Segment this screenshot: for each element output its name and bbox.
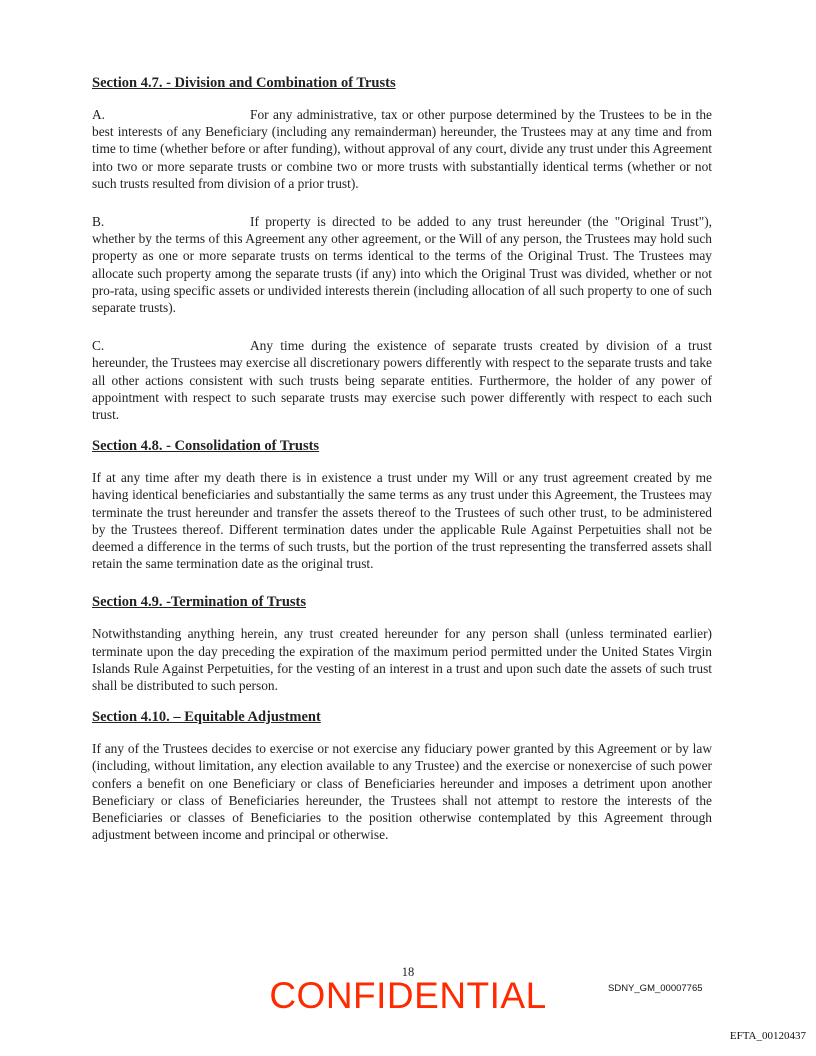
paragraph-4-7-b	[92, 213, 712, 316]
page-number: 18	[401, 965, 415, 979]
paragraph-label: A.	[92, 107, 106, 122]
section-heading-4-10: Section 4.10. – Equitable Adjustment	[92, 709, 321, 726]
paragraph-4-9: Notwithstanding anything herein, any trust created hereunder for any person shall (unless terminated earlier) terminate upon the day preceding the expiration of the maximum period permitted under the United States Virgin Islands Rule Against Perpetuities, for the vesting of an interest in a trust and upon such date the assets of such trust shall be distributed to such person.	[92, 626, 712, 694]
paragraph-4-7-c	[92, 337, 712, 423]
section-heading-4-8: Section 4.8. - Consolidation of Trusts	[92, 438, 320, 455]
paragraph-4-10: If any of the Trustees decides to exercise or not exercise any fiduciary power granted by this Agreement or by law (including, without limitation, any election available to any Trustee) and the exercise or nonexercise of such power confers a benefit on one Beneficiary or class of Beneficiaries hereunder and imposes a detriment upon another Beneficiary or class of Beneficiaries hereunder, the Trustees shall not attempt to restore the interests of the Beneficiaries or classes of Beneficiaries to the position otherwise contemplated by this Agreement through adjustment between income and principal or otherwise.	[92, 741, 712, 843]
section-heading-4-7: Section 4.7. - Division and Combination of Trusts	[92, 75, 396, 91]
bates-number: SDNY_GM_00007765	[608, 983, 703, 994]
paragraph-4-7-a	[92, 106, 712, 192]
paragraph-4-8: If at any time after my death there is in existence a trust under my Will or any trust agreement created by me having identical beneficiaries and substantially the same terms as any trust under this Agreement, the Trustees may terminate the trust hereunder and transfer the assets thereof to the Trustees of such other trust, to be administered by the Trustees thereof. Different termination dates under the applicable Rule Against Perpetuities shall not be deemed a difference in the terms of such trusts, but the portion of the trust representing the transferred assets shall retain the same termination date as the original trust.	[92, 470, 712, 572]
paragraph-text: If property is directed to be added to any trust hereunder (the "Original Trust"), whether by the terms of this Agreement any other agreement, or the Will of any person, the Trustees may hold such property as one or more separate trusts on terms identical to the terms of the Original Trust. The Trustees may allocate such property among the separate trusts (if any) into which the Original Trust was divided, whether or not pro-rata, using specific assets or undivided interests therein (including allocation of all such property to one of such separate trusts).	[92, 214, 712, 316]
paragraph-label: C.	[92, 338, 105, 354]
confidential-stamp: CONFIDENTIAL	[269, 975, 547, 1016]
paragraph-text: For any administrative, tax or other purpose determined by the Trustees to be in the best interests of any Beneficiary (including any remainderman) hereunder, the Trustees may at any time and from time to time (whether before or after funding), without approval of any court, divide any trust under this Agreement into two or more separate trusts or combine two or more trusts with substantially identical terms (whether or not such trusts resulted from division of a prior trust).	[92, 107, 712, 191]
efta-number: EFTA_00120437	[729, 1030, 806, 1042]
document-body	[92, 74, 712, 865]
paragraph-text: Any time during the existence of separate trusts created by division of a trust hereunder, the Trustees may exercise all discretionary powers differently with respect to the separate trusts and take all other actions consistent with such trusts being separate entities. Furthermore, the holder of any power of appointment with respect to such separate trusts may exercise such power differently with respect to each such trust.	[92, 338, 712, 423]
paragraph-label: B.	[92, 214, 105, 230]
section-heading-4-9: Section 4.9. -Termination of Trusts	[92, 594, 307, 611]
